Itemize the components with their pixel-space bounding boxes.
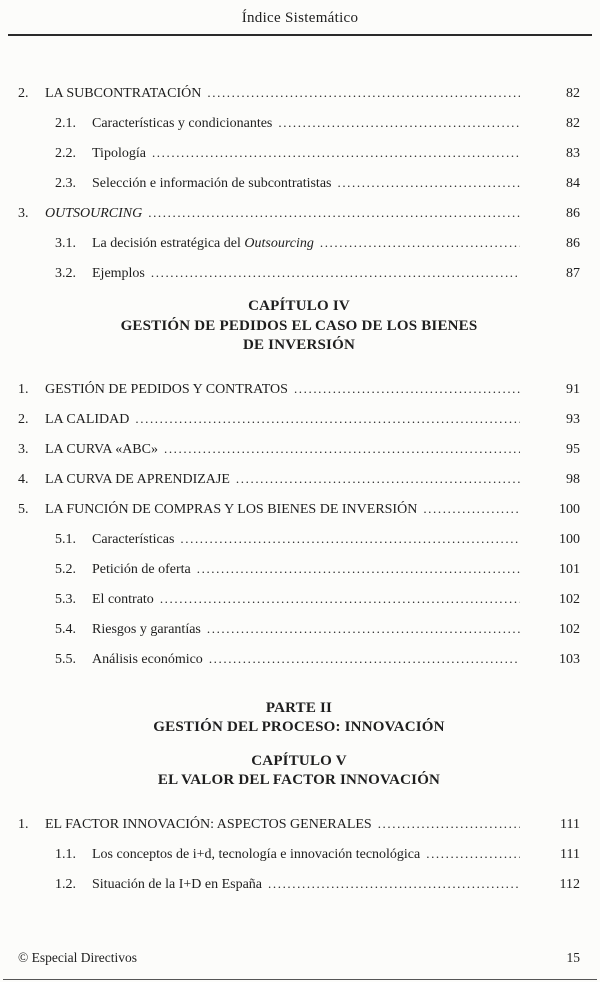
- dotted-leader: [160, 590, 520, 608]
- section-heading-line: EL VALOR DEL FACTOR INNOVACIÓN: [157, 772, 441, 788]
- toc-entry-page: 101: [559, 561, 580, 577]
- toc-entry-number: 2.3.: [55, 176, 76, 191]
- toc-content: [18, 84, 580, 894]
- toc-entry-page: 98: [566, 471, 580, 487]
- toc-entry-number: 5.3.: [55, 591, 76, 607]
- dotted-leader: [180, 530, 520, 548]
- toc-entry-page: 111: [560, 816, 580, 832]
- toc-entry: [18, 204, 580, 223]
- page-footer: [18, 950, 580, 966]
- toc-entry: [18, 144, 580, 163]
- toc-entry-number: 5.1.: [55, 531, 76, 547]
- dotted-leader: [151, 264, 520, 282]
- toc-entry-number: 2.: [18, 411, 29, 427]
- toc-entry: [18, 470, 580, 489]
- footer-page-number: 15: [566, 950, 580, 965]
- toc-entry-number: 3.1.: [55, 236, 76, 251]
- dotted-leader: [426, 845, 520, 863]
- toc-entry: [18, 264, 580, 283]
- toc-entry-label: LA CURVA DE APRENDIZAJE: [45, 471, 230, 487]
- toc-entry-label: Tipología: [92, 146, 146, 161]
- toc-entry: [18, 174, 580, 193]
- footer-copyright: © Especial Directivos: [18, 950, 137, 965]
- dotted-leader: [164, 440, 520, 458]
- toc-entry-label: Características y condicionantes: [92, 116, 273, 131]
- toc-entry-page: 91: [566, 381, 580, 397]
- toc-entry-label: Petición de oferta: [92, 561, 191, 577]
- dotted-leader: [197, 560, 520, 578]
- toc-entry: [18, 650, 580, 669]
- toc-entry-label: LA CURVA «ABC»: [45, 441, 158, 457]
- toc-entry: [18, 590, 580, 609]
- section-heading-line: DE INVERSIÓN: [242, 337, 355, 353]
- page-title: Índice Sistemático: [241, 10, 359, 26]
- toc-entry: [18, 620, 580, 639]
- toc-entry-label: Situación de la I+D en España: [92, 876, 263, 892]
- section-heading: [18, 297, 580, 356]
- toc-entry-label: Análisis económico: [92, 651, 203, 667]
- toc-entry-label: EL FACTOR INNOVACIÓN: ASPECTOS GENERALES: [45, 816, 372, 832]
- dotted-leader: [207, 84, 520, 102]
- toc-entry-page: 82: [566, 116, 580, 131]
- toc-entry-label: El contrato: [92, 591, 154, 607]
- toc-entry: [18, 440, 580, 459]
- toc-entry-page: 112: [559, 876, 580, 892]
- toc-entry-label: GESTIÓN DE PEDIDOS Y CONTRATOS: [45, 381, 288, 397]
- toc-entry-label: La decisión estratégica del Outsourcing: [92, 236, 314, 251]
- toc-entry-label: Los conceptos de i+d, tecnología e innovación tecnológica: [92, 846, 421, 862]
- toc-entry-number: 1.: [18, 381, 29, 397]
- toc-entry-number: 3.: [18, 206, 29, 221]
- toc-entry-page: 83: [566, 146, 580, 161]
- toc-entry-label: LA SUBCONTRATACIÓN: [45, 86, 202, 101]
- header-rule: [8, 34, 592, 36]
- footer-rule: [3, 979, 597, 980]
- dotted-leader: [148, 204, 520, 222]
- dotted-leader: [278, 114, 520, 132]
- toc-entry-number: 2.1.: [55, 116, 76, 131]
- toc-entry-page: 95: [566, 441, 580, 457]
- dotted-leader: [337, 174, 520, 192]
- toc-entry-number: 4.: [18, 471, 29, 487]
- toc-entry-page: 86: [566, 236, 580, 251]
- toc-entry-page: 86: [566, 206, 580, 221]
- toc-entry-number: 3.2.: [55, 266, 76, 281]
- toc-entry-page: 111: [560, 846, 580, 862]
- toc-entry: [18, 410, 580, 429]
- toc-entry-number: 1.1.: [55, 846, 76, 862]
- toc-entry-number: 2.2.: [55, 146, 76, 161]
- toc-entry-label: LA FUNCIÓN DE COMPRAS Y LOS BIENES DE INVERSIÓN: [45, 501, 418, 517]
- section-heading-line: GESTIÓN DE PEDIDOS EL CASO DE LOS BIENES: [120, 317, 478, 334]
- toc-entry-page: 100: [559, 531, 580, 547]
- dotted-leader: [207, 620, 520, 638]
- toc-entry-page: 102: [559, 621, 580, 637]
- dotted-leader: [152, 144, 520, 162]
- toc-entry-label: Características: [92, 531, 175, 547]
- toc-entry-page: 103: [559, 651, 580, 667]
- section-heading-line: CAPÍTULO V: [251, 752, 347, 769]
- toc-entry-label: LA CALIDAD: [45, 411, 130, 427]
- section-heading-line: PARTE II: [265, 699, 333, 716]
- toc-entry-page: 84: [566, 176, 580, 191]
- toc-entry: [18, 560, 580, 579]
- toc-entry-number: 5.: [18, 501, 29, 517]
- toc-entry-label: OUTSOURCING: [45, 206, 143, 221]
- dotted-leader: [294, 380, 520, 398]
- section-heading-line: GESTIÓN DEL PROCESO: INNOVACIÓN: [153, 719, 445, 735]
- dotted-leader: [135, 410, 520, 428]
- toc-entry-number: 5.4.: [55, 621, 76, 637]
- toc-entry-label: Selección e información de subcontratistas: [92, 176, 332, 191]
- toc-entry: [18, 500, 580, 519]
- toc-entry-number: 2.: [18, 86, 29, 101]
- toc-entry: [18, 234, 580, 253]
- section-heading: [18, 752, 580, 791]
- toc-entry: [18, 380, 580, 399]
- toc-entry-page: 93: [566, 411, 580, 427]
- toc-entry: [18, 530, 580, 549]
- section-heading-line: CAPÍTULO IV: [248, 298, 350, 314]
- toc-entry: [18, 114, 580, 133]
- toc-entry-page: 82: [566, 86, 580, 101]
- toc-entry-number: 3.: [18, 441, 29, 457]
- toc-entry-number: 1.: [18, 816, 29, 832]
- section-heading: [18, 699, 580, 738]
- toc-entry-label: Riesgos y garantías: [92, 621, 201, 637]
- toc-entry-number: 5.2.: [55, 561, 76, 577]
- toc-entry: [18, 815, 580, 834]
- dotted-leader: [423, 500, 520, 518]
- toc-entry-page: 102: [559, 591, 580, 607]
- page-header: [0, 0, 600, 36]
- dotted-leader: [209, 650, 520, 668]
- toc-entry-label: Ejemplos: [92, 266, 145, 281]
- dotted-leader: [378, 815, 520, 833]
- dotted-leader: [268, 875, 520, 893]
- toc-entry-page: 87: [566, 266, 580, 281]
- dotted-leader: [236, 470, 520, 488]
- dotted-leader: [320, 234, 520, 252]
- toc-entry: [18, 845, 580, 864]
- toc-entry-number: 1.2.: [55, 876, 76, 892]
- toc-entry: [18, 875, 580, 894]
- toc-entry-number: 5.5.: [55, 651, 76, 667]
- toc-entry-page: 100: [559, 501, 580, 517]
- toc-entry: [18, 84, 580, 103]
